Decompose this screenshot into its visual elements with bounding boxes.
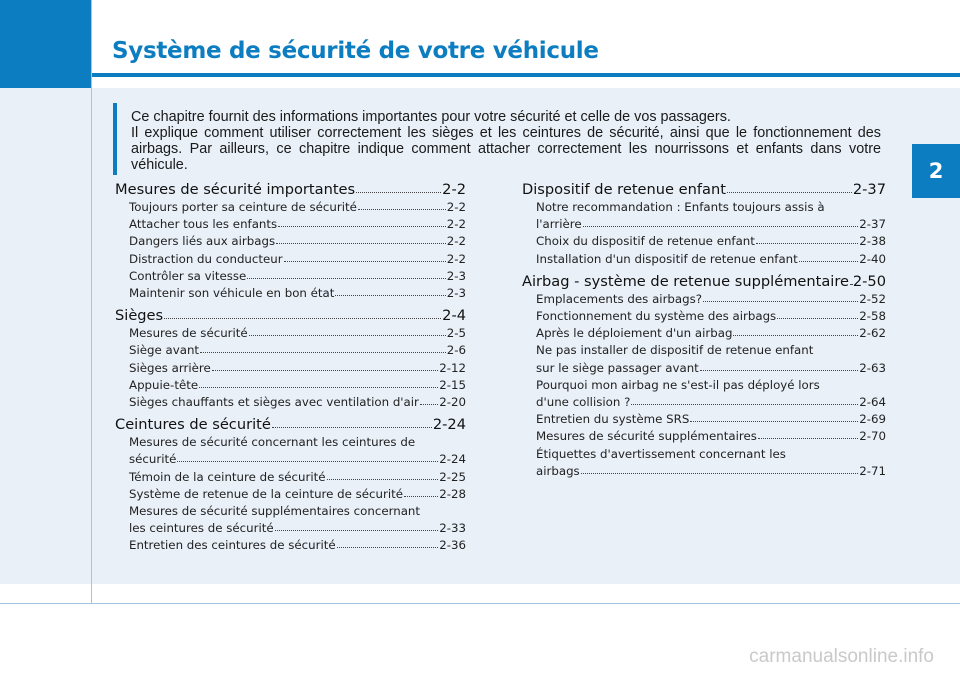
leader-dots (275, 528, 439, 531)
toc-page-number: 2-24 (439, 452, 466, 467)
toc-entry[interactable] (522, 463, 886, 480)
toc-entry[interactable] (115, 394, 466, 411)
toc-entry[interactable] (522, 428, 886, 445)
margin-vertical-rule (91, 0, 92, 604)
toc-entry-label: d'une collision ? (536, 395, 631, 410)
toc-page-number: 2-2 (442, 181, 466, 198)
toc-entry[interactable] (115, 342, 466, 359)
leader-dots (164, 315, 441, 319)
toc-entry-label: Contrôler sa vitesse (129, 268, 247, 283)
toc-page-number: 2-70 (859, 429, 886, 444)
toc-page-number: 2-58 (859, 309, 886, 324)
toc-entry[interactable] (115, 233, 466, 250)
leader-dots (777, 316, 858, 319)
toc-page-number: 2-2 (446, 251, 466, 266)
toc-entry-label: Siège avant (129, 343, 200, 358)
toc-entry-first-line[interactable]: Mesures de sécurité concernant les ceintures de (129, 435, 416, 450)
toc-entry-label: Système de retenue de la ceinture de sécurité (129, 486, 404, 501)
toc-page-number: 2-64 (859, 395, 886, 410)
toc-entry[interactable] (115, 325, 466, 342)
leader-dots (356, 189, 441, 193)
leader-dots (177, 459, 438, 462)
toc-entry[interactable] (115, 360, 466, 377)
toc-entry[interactable] (115, 199, 466, 216)
toc-entry[interactable] (115, 268, 466, 285)
toc-section-label: Mesures de sécurité importantes (115, 181, 356, 198)
leader-dots (581, 470, 859, 473)
leader-dots (631, 402, 858, 405)
toc-entry-label: les ceintures de sécurité (129, 521, 274, 536)
toc-entry-label: Entretien des ceintures de sécurité (129, 538, 336, 553)
toc-page-number: 2-28 (439, 486, 466, 501)
toc-page-number: 2-36 (439, 538, 466, 553)
toc-entry[interactable] (115, 520, 466, 537)
toc-entry-label: Sièges chauffants et sièges avec ventilation d'air (129, 395, 419, 410)
toc-entry-first-line[interactable]: Ne pas installer de dispositif de retenue enfant (536, 343, 814, 358)
toc-entry-label: Sièges arrière (129, 360, 211, 375)
leader-dots (272, 424, 432, 428)
leader-dots (247, 275, 445, 278)
toc-entry-label: Dangers liés aux airbags (129, 234, 276, 249)
toc-page-number: 2-63 (859, 360, 886, 375)
toc-page-number: 2-3 (446, 286, 466, 301)
toc-entry-label: Mesures de sécurité (129, 326, 248, 341)
toc-entry[interactable] (115, 486, 466, 503)
toc-entry-label: Attacher tous les enfants (129, 217, 278, 232)
toc-left-column (115, 181, 466, 555)
toc-page-number: 2-62 (859, 326, 886, 341)
toc-entry-label: Après le déploiement d'un airbag (536, 326, 733, 341)
toc-section-label: Airbag - système de retenue supplémentaire (522, 272, 850, 290)
toc-entry-label: Mesures de sécurité supplémentaires (536, 429, 757, 444)
toc-entry-label: Appuie-tête (129, 377, 199, 392)
toc-entry-first-line[interactable]: Mesures de sécurité supplémentaires concernant (129, 504, 421, 519)
toc-entry[interactable] (115, 451, 466, 468)
toc-entry-label: Choix du dispositif de retenue enfant (536, 234, 755, 249)
leader-dots (583, 224, 859, 227)
toc-section[interactable] (522, 181, 886, 199)
toc-entry-label: Toujours porter sa ceinture de sécurité (129, 200, 357, 214)
leader-dots (703, 298, 858, 301)
title-underline (92, 73, 960, 77)
toc-page-number: 2-71 (859, 463, 886, 478)
toc-entry[interactable] (522, 411, 886, 428)
toc-page-number: 2-5 (446, 326, 466, 341)
toc-page-number: 2-4 (442, 307, 466, 325)
toc-entry-label: l'arrière (536, 217, 582, 232)
leader-dots (337, 545, 439, 548)
toc-page-number: 2-52 (859, 291, 886, 306)
leader-dots (727, 189, 852, 193)
toc-page-number: 2-40 (859, 251, 886, 266)
toc-section[interactable] (522, 273, 886, 291)
leader-dots (212, 367, 438, 370)
toc-entry[interactable] (522, 394, 886, 411)
leader-dots (358, 207, 446, 210)
toc-entry[interactable] (115, 377, 466, 394)
toc-entry-first-line[interactable]: Étiquettes d'avertissement concernant les (536, 446, 786, 461)
toc-section[interactable] (115, 307, 466, 325)
toc-page-number: 2-2 (446, 234, 466, 249)
toc-section-label: Sièges (115, 307, 164, 325)
toc-entry-first-line[interactable]: Pourquoi mon airbag ne s'est-il pas déployé lors (536, 377, 820, 392)
toc-section[interactable] (115, 181, 466, 199)
toc-page-number: 2-6 (446, 343, 466, 358)
toc-page-number: 2-12 (439, 360, 466, 375)
intro-line-1: Ce chapitre fournit des informations importantes pour votre sécurité et celle de vos passagers. (131, 109, 731, 125)
toc-page-number: 2-15 (439, 377, 466, 392)
toc-entry-label: sur le siège passager avant (536, 360, 699, 375)
leader-dots (799, 258, 858, 261)
toc-entry-first-line[interactable]: Notre recommandation : Enfants toujours assis à (536, 200, 825, 214)
toc-page-number: 2-69 (859, 412, 886, 427)
leader-dots (327, 476, 439, 479)
toc-entry[interactable] (522, 291, 886, 308)
toc-page-number: 2-37 (859, 217, 886, 232)
toc-entry-label: Fonctionnement du système des airbags (536, 309, 777, 324)
leader-dots (758, 436, 858, 439)
leader-dots (733, 333, 858, 336)
footer-rule (0, 603, 960, 604)
leader-dots (756, 241, 858, 244)
chapter-intro (131, 109, 881, 173)
toc-page-number: 2-33 (439, 521, 466, 536)
watermark: carmanualsonline.info (749, 646, 934, 667)
toc-right-column (522, 181, 886, 480)
toc-entry[interactable] (522, 251, 886, 268)
toc-entry-label: Maintenir son véhicule en bon état (129, 286, 335, 301)
toc-entry-label: Témoin de la ceinture de sécurité (129, 469, 326, 484)
page-title: Système de sécurité de votre véhicule (112, 38, 599, 64)
toc-entry[interactable] (115, 251, 466, 268)
toc-entry[interactable] (522, 216, 886, 233)
leader-dots (404, 493, 438, 496)
leader-dots (690, 419, 858, 422)
toc-section-label: Dispositif de retenue enfant (522, 181, 726, 198)
toc-entry-label: airbags (536, 463, 580, 478)
toc-entry[interactable] (522, 325, 886, 342)
toc-page-number: 2-2 (446, 217, 466, 232)
toc-entry[interactable] (115, 537, 466, 554)
leader-dots (200, 350, 446, 353)
toc-entry-label: Distraction du conducteur (129, 251, 283, 266)
toc-page-number: 2-50 (852, 272, 886, 290)
toc-entry-label: Emplacements des airbags? (536, 291, 703, 306)
toc-entry[interactable] (522, 233, 886, 250)
toc-entry[interactable] (115, 469, 466, 486)
toc-page-number: 2-2 (446, 200, 466, 214)
leader-dots (284, 258, 446, 261)
leader-dots (335, 293, 445, 296)
leader-dots (700, 367, 858, 370)
leader-dots (278, 224, 446, 227)
toc-entry-label: Entretien du système SRS (536, 412, 690, 427)
toc-page-number: 2-37 (852, 181, 886, 198)
leader-dots (249, 333, 446, 336)
intro-line-2: Il explique comment utiliser correctement les sièges et les ceintures de sécurité, ainsi que le fonctionnement des airbags. Par ailleurs, ce chapitre indique comment attacher correctement les nourrissons et enfants dans votre véhicule. (131, 125, 881, 173)
toc-entry[interactable] (522, 360, 886, 377)
toc-entry[interactable] (115, 285, 466, 302)
toc-page-number: 2-3 (446, 268, 466, 283)
toc-page-number: 2-20 (439, 395, 466, 410)
toc-entry-label: Installation d'un dispositif de retenue enfant (536, 251, 798, 266)
toc-entry[interactable] (522, 308, 886, 325)
toc-page-number: 2-24 (432, 416, 466, 434)
toc-entry-label: sécurité (129, 452, 177, 467)
toc-entry[interactable] (115, 216, 466, 233)
leader-dots (420, 402, 438, 405)
corner-block (0, 0, 92, 88)
leader-dots (850, 281, 852, 285)
toc-page-number: 2-25 (439, 469, 466, 484)
toc-section-label: Ceintures de sécurité (115, 416, 271, 434)
toc-page-number: 2-38 (859, 234, 886, 249)
leader-dots (199, 384, 438, 387)
chapter-tab[interactable]: 2 (912, 144, 960, 198)
intro-accent-bar (113, 103, 117, 175)
leader-dots (276, 241, 446, 244)
toc-section[interactable] (115, 416, 466, 434)
